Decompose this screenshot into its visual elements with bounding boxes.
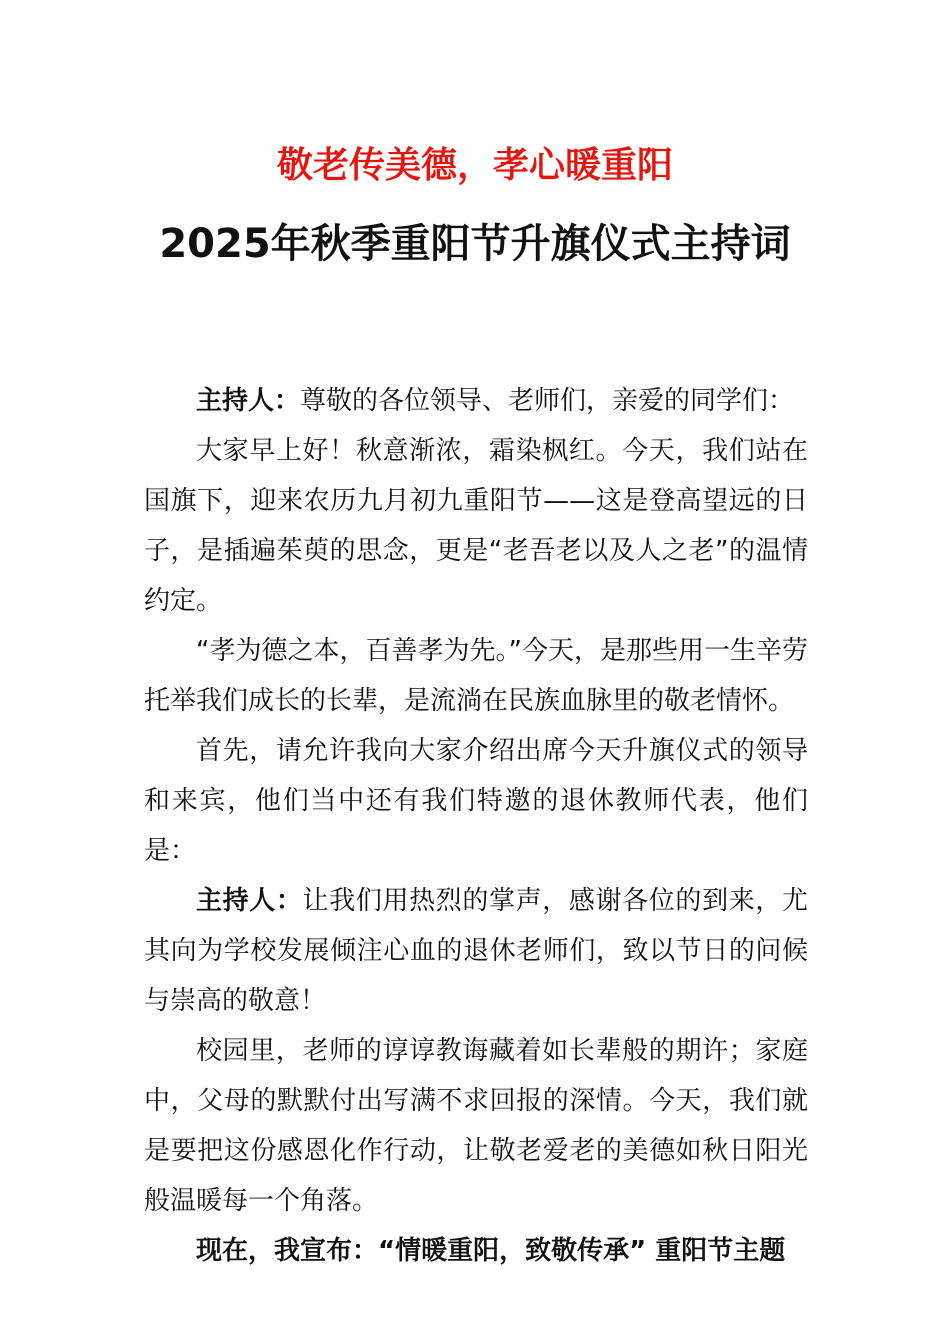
paragraph-gratitude: 校园里，老师的谆谆教诲藏着如长辈般的期许；家庭中，父母的默默付出写满不求回报的深情。今天，我们就是要把这份感恩化作行动，让敬老爱老的美德如秋日阳光般温暖每一个角落。 [144,1036,808,1216]
greeting-text: 尊敬的各位领导、老师们，亲爱的同学们： [300,386,795,416]
paragraph-opening: 大家早上好！秋意渐浓，霜染枫红。今天，我们站在国旗下，迎来农历九月初九重阳节——这是登高望远的日子，是插遍茱萸的思念，更是“老吾老以及人之老”的温情约定。 [144,436,808,616]
paragraph-filial-piety: “孝为德之本，百善孝为先。”今天，是那些用一生辛劳托举我们成长的长辈，是流淌在民族血脉里的敬老情怀。 [144,636,808,716]
paragraph-announcement: 现在，我宣布：“情暖重阳，致敬传承” 重阳节主题 [196,1236,786,1266]
host-label: 主持人： [196,386,301,416]
paragraph-greeting [144,376,808,426]
paragraph-thanks [144,876,808,1026]
document-body [144,376,808,1276]
paragraph-introduce-guests: 首先，请允许我向大家介绍出席今天升旗仪式的领导和来宾，他们当中还有我们特邀的退休教师代表，他们是： [144,736,808,866]
thanks-text: 让我们用热烈的掌声，感谢各位的到来，尤其向为学校发展倾注心血的退休老师们，致以节日的问候与崇高的敬意！ [144,886,808,1016]
document-subtitle: 敬老传美德，孝心暖重阳 [276,145,673,186]
document-title: 2025年秋季重阳节升旗仪式主持词 [159,221,791,267]
host-label: 主持人： [196,886,303,916]
